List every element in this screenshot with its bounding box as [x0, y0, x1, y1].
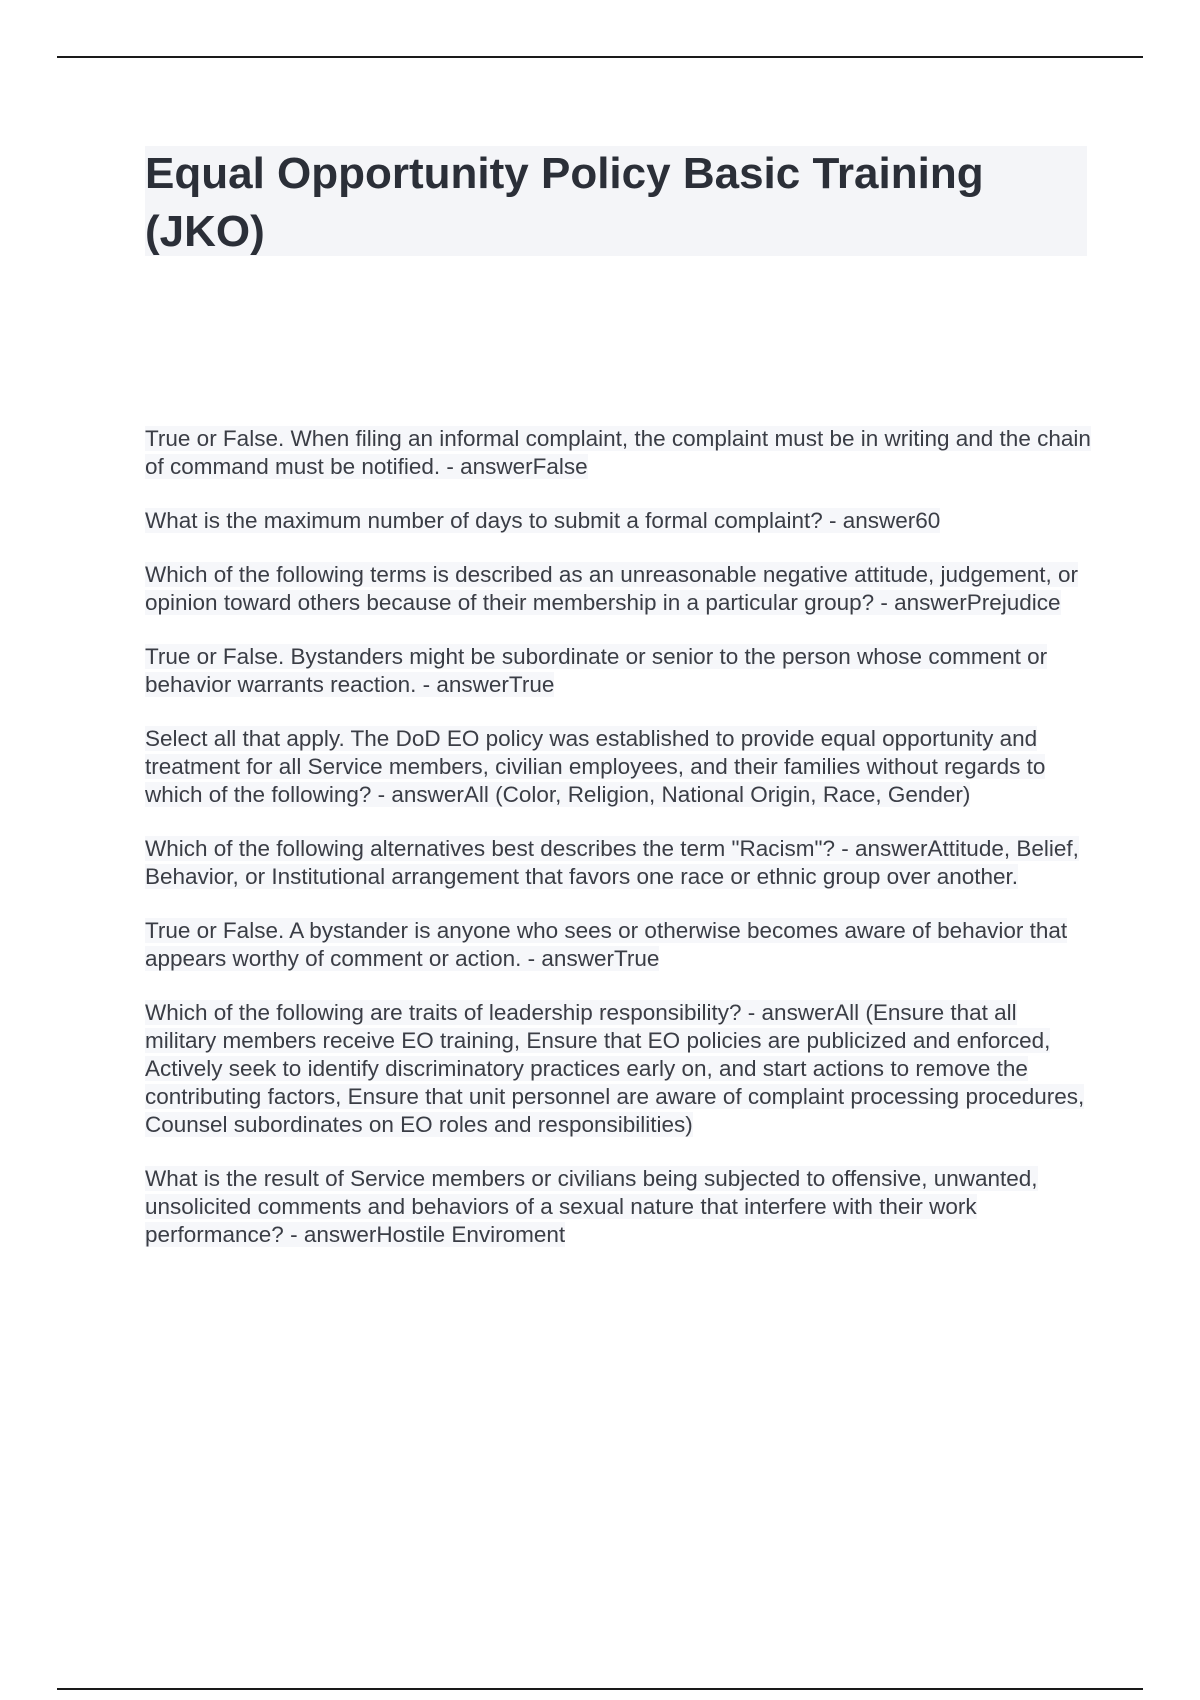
- question-item-2: [145, 507, 1093, 535]
- question-text: Which of the following are traits of leadership responsibility? - answerAll (Ensure that all military members receive EO training, Ensure that EO policies are publicized and enforced, Actively seek to identify discriminatory practices early on, and start actions to remove the contributing factors, Ensure that unit personnel are aware of complaint processing procedures, Counsel subordinates on EO roles and responsibilities): [145, 1000, 1085, 1137]
- question-text: Select all that apply. The DoD EO policy was established to provide equal opportunity and treatment for all Service members, civilian employees, and their families without regards to which of the following? - answerAll (Color, Religion, National Origin, Race, Gender): [145, 726, 1046, 807]
- question-item-9: [145, 1165, 1093, 1249]
- question-text: True or False. When filing an informal complaint, the complaint must be in writing and the chain of command must be notified. - answerFalse: [145, 426, 1091, 479]
- question-item-5: [145, 725, 1093, 809]
- top-rule: [57, 56, 1143, 58]
- question-item-4: [145, 643, 1093, 699]
- bottom-rule: [57, 1688, 1143, 1690]
- question-text: True or False. Bystanders might be subordinate or senior to the person whose comment or behavior warrants reaction. - answerTrue: [145, 644, 1048, 697]
- question-text: What is the result of Service members or civilians being subjected to offensive, unwanted, unsolicited comments and behaviors of a sexual nature that interfere with their work performance? - answerHostile Enviroment: [145, 1166, 1038, 1247]
- document-title: Equal Opportunity Policy Basic Training (JKO): [145, 149, 984, 256]
- question-item-8: [145, 999, 1093, 1139]
- question-text: Which of the following terms is described as an unreasonable negative attitude, judgement, or opinion toward others because of their membership in a particular group? - answerPrejudice: [145, 562, 1079, 615]
- question-item-7: [145, 917, 1093, 973]
- question-item-1: [145, 425, 1093, 481]
- question-text: True or False. A bystander is anyone who sees or otherwise becomes aware of behavior that appears worthy of comment or action. - answerTrue: [145, 918, 1068, 971]
- question-list: [145, 425, 1093, 1275]
- question-text: Which of the following alternatives best describes the term "Racism"? - answerAttitude, Belief, Behavior, or Institutional arrangement that favors one race or ethnic group over another.: [145, 836, 1079, 889]
- question-item-3: [145, 561, 1093, 617]
- question-text: What is the maximum number of days to submit a formal complaint? - answer60: [145, 508, 941, 533]
- question-item-6: [145, 835, 1093, 891]
